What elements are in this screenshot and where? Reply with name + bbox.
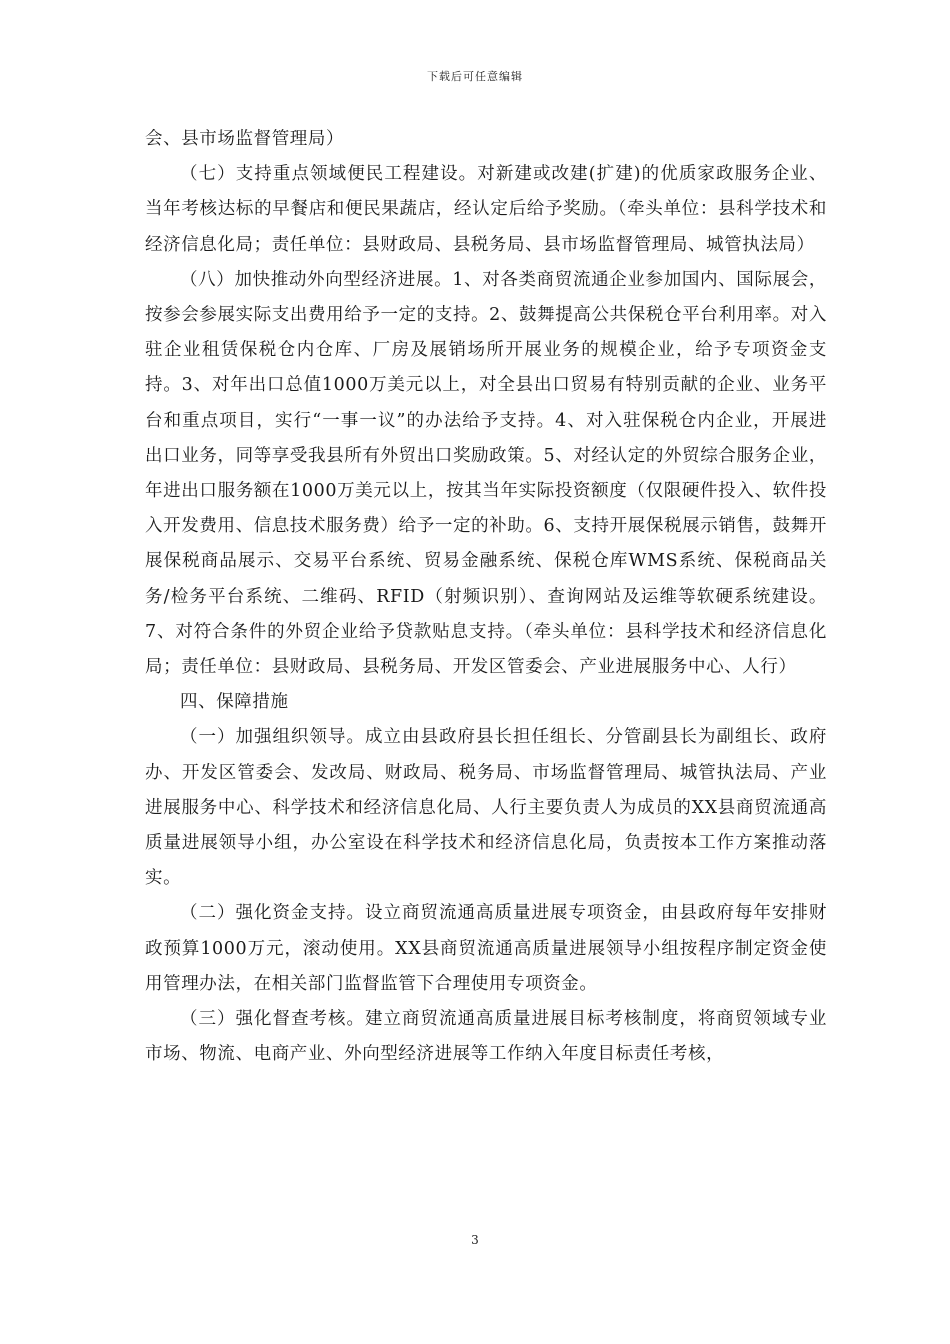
page-number: 3 xyxy=(471,1233,479,1247)
paragraph: （八）加快推动外向型经济进展。1、对各类商贸流通企业参加国内、国际展会，按参会参展实际支出费用给予一定的支持。2、鼓舞提高公共保税仓平台利用率。对入驻企业租赁保税仓内仓库、厂房及展销场所开展业务的规模企业，给予专项资金支持。3、对年出口总值1000万美元以上，对全县出口贸易有特别贡献的企业、业务平台和重点项目，实行“一事一议”的办法给予支持。4、对入驻保税仓内企业，开展进出口业务，同等享受我县所有外贸出口奖励政策。5、对经认定的外贸综合服务企业，年进出口服务额在1000万美元以上，按其当年实际投资额度（仅限硬件投入、软件投入开发费用、信息技术服务费）给予一定的补助。6、支持开展保税展示销售，鼓舞开展保税商品展示、交易平台系统、贸易金融系统、保税仓库WMS系统、保税商品关务/检务平台系统、二维码、RFID（射频识别）、查询网站及运维等软硬系统建设。7、对符合条件的外贸企业给予贷款贴息支持。（牵头单位：县科学技术和经济信息化局；责任单位：县财政局、县税务局、开发区管委会、产业进展服务中心、人行） xyxy=(145,269,827,678)
paragraph: （七）支持重点领域便民工程建设。对新建或改建(扩建)的优质家政服务企业、当年考核达标的早餐店和便民果蔬店，经认定后给予奖励。（牵头单位：县科学技术和经济信息化局；责任单位：县财政局、县税务局、县市场监督管理局、城管执法局） xyxy=(145,164,827,255)
paragraph: 会、县市场监督管理局） xyxy=(145,129,345,149)
section-heading: 四、保障措施 xyxy=(180,692,289,713)
paragraph: （二）强化资金支持。设立商贸流通高质量进展专项资金，由县政府每年安排财政预算1000万元，滚动使用。XX县商贸流通高质量进展领导小组按程序制定资金使用管理办法，在相关部门监督监管下合理使用专项资金。 xyxy=(145,903,827,994)
document-body xyxy=(145,122,827,1072)
paragraph: （一）加强组织领导。成立由县政府县长担任组长、分管副县长为副组长、政府办、开发区管委会、发改局、财政局、税务局、市场监督管理局、城管执法局、产业进展服务中心、科学技术和经济信息化局、人行主要负责人为成员的XX县商贸流通高质量进展领导小组，办公室设在科学技术和经济信息化局，负责按本工作方案推动落实。 xyxy=(145,727,827,889)
paragraph: （三）强化督查考核。建立商贸流通高质量进展目标考核制度，将商贸领域专业市场、物流、电商产业、外向型经济进展等工作纳入年度目标责任考核， xyxy=(145,1009,827,1065)
page-header: 下载后可任意编辑 xyxy=(427,70,523,83)
